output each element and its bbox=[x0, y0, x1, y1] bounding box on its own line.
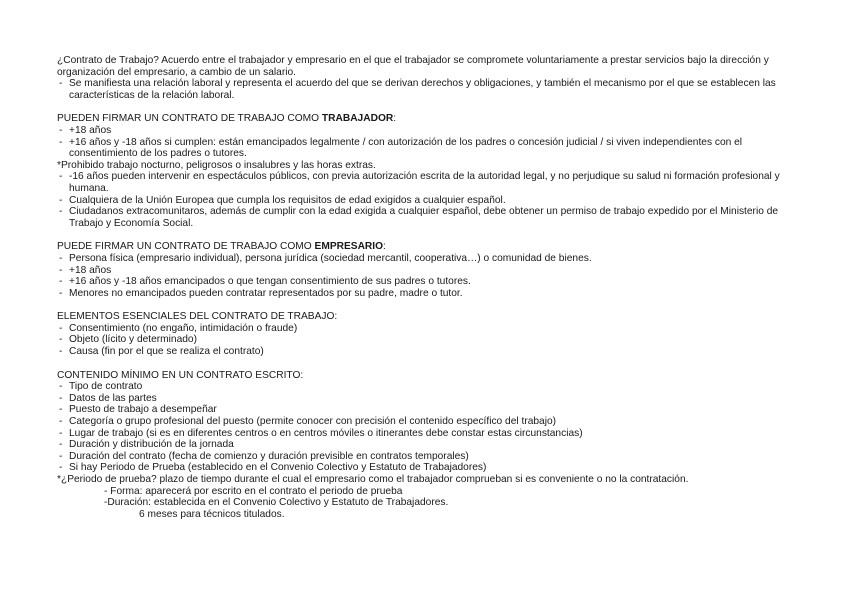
contenido-item: - Categoría o grupo profesional del puesto (permite conocer con precisión el contenido específico del trabajo) bbox=[57, 416, 797, 428]
elementos-item: - Causa (fin por el que se realiza el contrato) bbox=[57, 346, 797, 358]
empresario-heading-suffix: : bbox=[383, 241, 386, 253]
contenido-item: - Lugar de trabajo (si es en diferentes centros o en centros móviles o itinerantes debe constar estas circunstancias) bbox=[57, 428, 797, 440]
intro-definition: ¿Contrato de Trabajo? Acuerdo entre el trabajador y empresario en el que el trabajador se compromete voluntariamente a prestar servicios bajo la dirección y organización del empresario, a cambio de un salario. bbox=[57, 55, 769, 78]
empresario-heading bbox=[57, 241, 797, 253]
prueba-note: *¿Periodo de prueba? plazo de tiempo durante el cual el empresario como el trabajador comprueban si es conveniente o no la contratación. bbox=[57, 474, 689, 485]
contenido-item: - Duración y distribución de la jornada bbox=[57, 439, 797, 451]
empresario-heading-bold: EMPRESARIO bbox=[314, 241, 384, 253]
contenido-item: - Si hay Periodo de Prueba (establecido en el Convenio Colectivo y Estatuto de Trabajadores) bbox=[57, 462, 797, 474]
prueba-duracion: -Duración: establecida en el Convenio Colectivo y Estatuto de Trabajadores. bbox=[104, 497, 449, 509]
trabajador-item: - -16 años pueden intervenir en espectáculos públicos, con previa autorización escrita de la autoridad legal, y no perjudique su salud ni formación profesional y humana. bbox=[57, 171, 797, 194]
document-page bbox=[57, 55, 797, 520]
empresario-item: - Menores no emancipados pueden contratar representados por su padre, madre o tutor. bbox=[57, 288, 797, 300]
contenido-heading: CONTENIDO MÍNIMO EN UN CONTRATO ESCRITO: bbox=[57, 369, 304, 381]
trabajador-note: *Prohibido trabajo nocturno, peligrosos o insalubres y las horas extras. bbox=[57, 159, 376, 171]
trabajador-heading bbox=[57, 113, 797, 125]
elementos-item: - Consentimiento (no engaño, intimidación o fraude) bbox=[57, 323, 797, 335]
trabajador-item: - +18 años bbox=[57, 125, 797, 137]
contenido-item: - Duración del contrato (fecha de comienzo y duración previsible en contratos temporales) bbox=[57, 451, 797, 463]
empresario-item: - +16 años y -18 años emancipados o que tengan consentimiento de sus padres o tutores. bbox=[57, 276, 797, 288]
intro-bullet: - Se manifiesta una relación laboral y representa el acuerdo del que se derivan derechos y obligaciones, y también el mecanismo por el que se establecen las características de la relación laboral. bbox=[57, 78, 797, 101]
empresario-item: - Persona física (empresario individual), persona jurídica (sociedad mercantil, cooperativa…) o comunidad de bienes. bbox=[57, 253, 797, 265]
prueba-tecnicos: 6 meses para técnicos titulados. bbox=[139, 508, 285, 520]
contenido-item: - Tipo de contrato bbox=[57, 381, 797, 393]
trabajador-heading-bold: TRABAJADOR bbox=[321, 113, 394, 125]
trabajador-heading-suffix: : bbox=[393, 113, 397, 125]
trabajador-heading-prefix: PUEDEN FIRMAR UN CONTRATO DE TRABAJO COMO bbox=[57, 113, 322, 125]
contenido-item: - Datos de las partes bbox=[57, 393, 797, 405]
empresario-heading-prefix: PUEDE FIRMAR UN CONTRATO DE TRABAJO COMO bbox=[57, 241, 315, 253]
trabajador-item: - Ciudadanos extracomunitaros, además de cumplir con la edad exigida a cualquier español, debe obtener un permiso de trabajo expedido por el Ministerio de Trabajo y Economía Social. bbox=[57, 206, 797, 229]
trabajador-item: - Cualquiera de la Unión Europea que cumpla los requisitos de edad exigidos a cualquier español. bbox=[57, 195, 797, 207]
empresario-item: - +18 años bbox=[57, 265, 797, 277]
prueba-forma: - Forma: aparecerá por escrito en el contrato el periodo de prueba bbox=[104, 485, 403, 497]
elementos-heading: ELEMENTOS ESENCIALES DEL CONTRATO DE TRABAJO: bbox=[57, 311, 338, 323]
elementos-item: - Objeto (lícito y determinado) bbox=[57, 334, 797, 346]
trabajador-item: - +16 años y -18 años si cumplen: están emancipados legalmente / con autorización de los padres o concesión judicial / si viven independientes con el consentimiento de los padres o tutores. bbox=[57, 137, 797, 160]
contenido-item: - Puesto de trabajo a desempeñar bbox=[57, 404, 797, 416]
